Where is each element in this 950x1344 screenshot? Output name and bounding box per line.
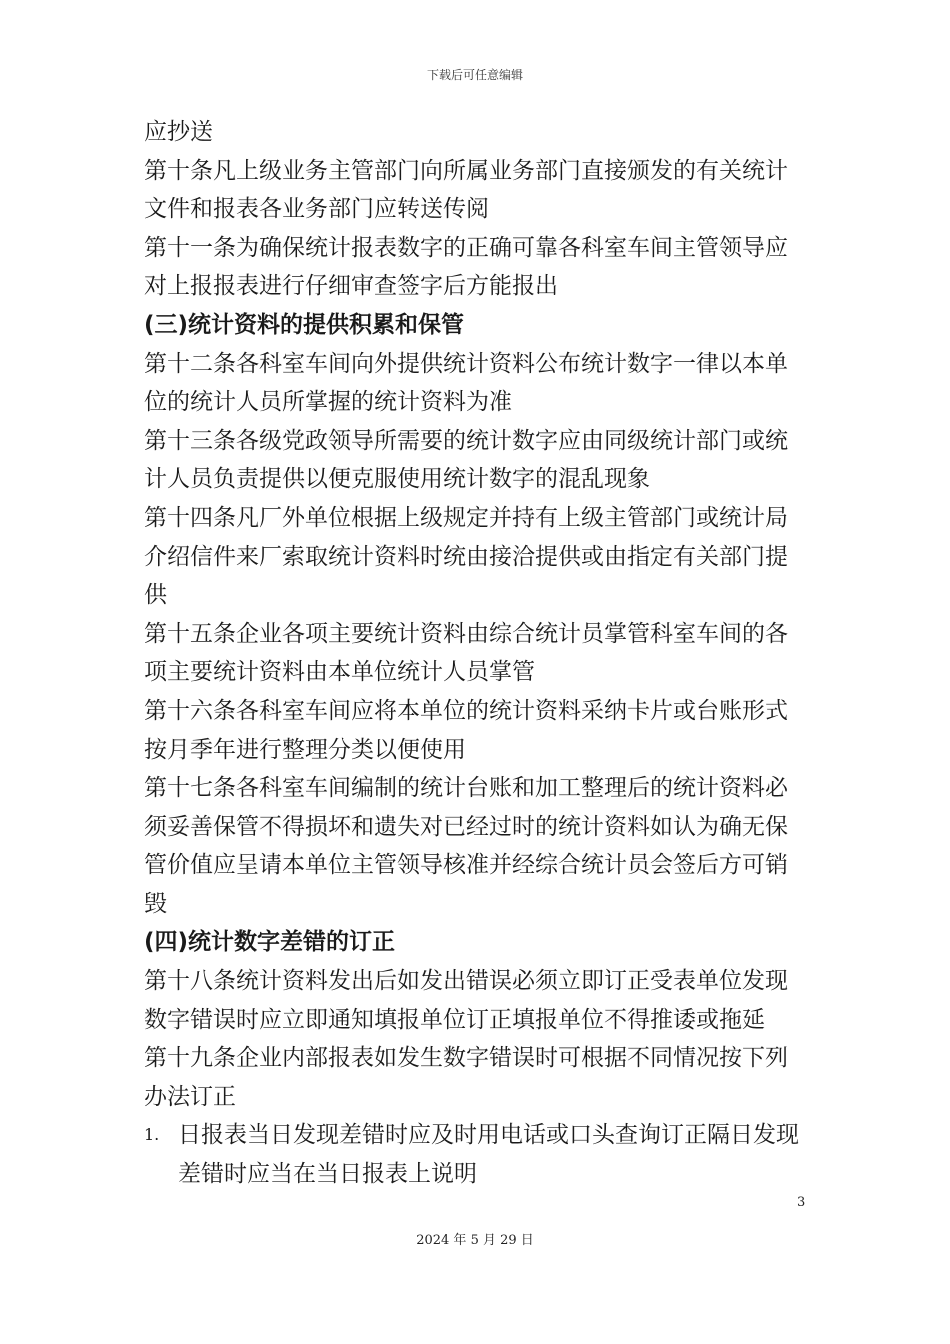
paragraph-line: 第十二条各科室车间向外提供统计资料公布统计数字一律以本单 <box>144 350 788 377</box>
page-number: 3 <box>797 1195 806 1210</box>
list-number: 1. <box>144 1125 160 1145</box>
paragraph-line: 位的统计人员所掌握的统计资料为准 <box>144 389 512 416</box>
paragraph-line: 第十三条各级党政领导所需要的统计数字应由同级统计部门或统 <box>144 427 788 454</box>
paragraph-line: 计人员负责提供以便克服使用统计数字的混乱现象 <box>144 466 650 493</box>
paragraph-line: 项主要统计资料由本单位统计人员掌管 <box>144 659 535 686</box>
paragraph-line: 须妥善保管不得损坏和遗失对已经过时的统计资料如认为确无保 <box>144 813 788 840</box>
paragraph-line: 办法订正 <box>144 1083 236 1110</box>
list-line: 日报表当日发现差错时应及时用电话或口头查询订正隔日发现 <box>178 1122 799 1149</box>
list-line: 差错时应当在当日报表上说明 <box>178 1161 477 1188</box>
paragraph-line: 第十条凡上级业务主管部门向所属业务部门直接颁发的有关统计 <box>144 157 788 184</box>
paragraph-line: 第十五条企业各项主要统计资料由综合统计员掌管科室车间的各 <box>144 620 788 647</box>
paragraph-line: 第十六条各科室车间应将本单位的统计资料采纳卡片或台账形式 <box>144 697 788 724</box>
paragraph-line: 毁 <box>144 890 167 917</box>
paragraph-line: 第十七条各科室车间编制的统计台账和加工整理后的统计资料必 <box>144 775 788 802</box>
paragraph-line: 应抄送 <box>144 119 213 145</box>
paragraph-line: 第十九条企业内部报表如发生数字错误时可根据不同情况按下列 <box>144 1045 788 1072</box>
paragraph-line: 对上报报表进行仔细审查签字后方能报出 <box>144 273 558 300</box>
section-heading-3: (三)统计资料的提供积累和保管 <box>144 311 465 338</box>
paragraph-line: 第十八条统计资料发出后如发出错误必须立即订正受表单位发现 <box>144 968 788 995</box>
document-body <box>144 113 806 1194</box>
paragraph-line: 管价值应呈请本单位主管领导核准并经综合统计员会签后方可销 <box>144 852 788 879</box>
section-heading-4: (四)统计数字差错的订正 <box>144 929 396 956</box>
paragraph-line: 供 <box>144 582 167 609</box>
paragraph-line: 按月季年进行整理分类以便使用 <box>144 736 466 763</box>
page-footer-date: 2024 年 5 月 29 日 <box>416 1233 534 1248</box>
list-item-text <box>178 1116 806 1193</box>
paragraph-line: 文件和报表各业务部门应转送传阅 <box>144 196 489 223</box>
paragraph-line: 数字错误时应立即通知填报单位订正填报单位不得推诿或拖延 <box>144 1006 765 1033</box>
page-header: 下载后可任意编辑 <box>426 68 523 82</box>
list-item <box>144 1116 806 1193</box>
paragraph-line: 第十一条为确保统计报表数字的正确可靠各科室车间主管领导应 <box>144 234 788 261</box>
paragraph-line: 介绍信件来厂索取统计资料时统由接洽提供或由指定有关部门提 <box>144 543 788 570</box>
paragraph-line: 第十四条凡厂外单位根据上级规定并持有上级主管部门或统计局 <box>144 504 788 531</box>
